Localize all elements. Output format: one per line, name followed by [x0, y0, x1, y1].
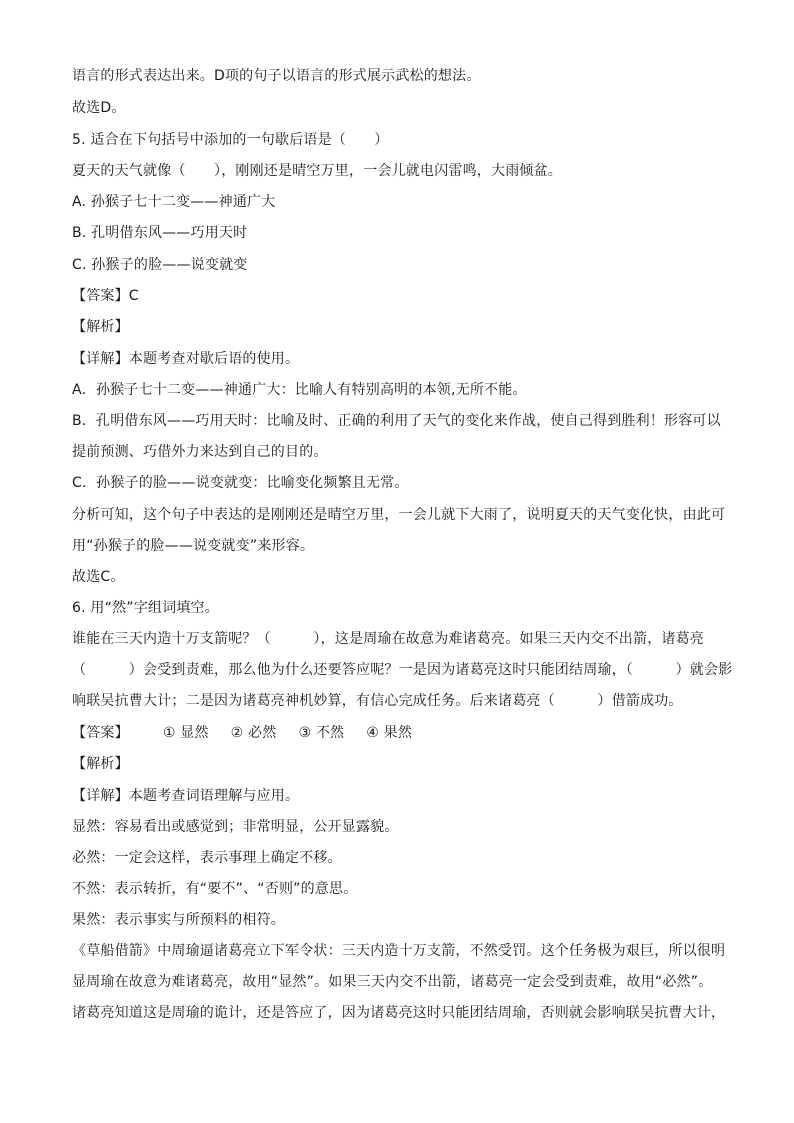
- text-line: 故选D。: [72, 100, 126, 116]
- text-line: A．孙猴子七十二变——神通广大：比喻人有特别高明的本领,无所不能。: [72, 382, 527, 398]
- text-line: 提前预测、巧借外力来达到自己的目的。: [72, 444, 328, 460]
- text-line: B．孔明借东风——巧用天时：比喻及时、正确的利用了天气的变化来作战，使自己得到胜利！形容可以: [72, 413, 721, 429]
- text-line: 语言的形式表达出来。D项的句子以语言的形式展示武松的想法。: [72, 68, 481, 84]
- answer-option: ① 显然: [162, 725, 209, 741]
- analysis-label: 【解析】: [72, 319, 129, 335]
- detail-label: 【详解】本题考查词语理解与应用。: [72, 788, 300, 804]
- text-line: 用“孙猴子的脸——说变就变”来形容。: [72, 538, 315, 554]
- text-line: 果然：表示事实与所预料的相符。: [72, 912, 285, 928]
- text-line: C．孙猴子的脸——说变就变：比喻变化频繁且无常。: [72, 475, 409, 491]
- text-line: 显然：容易看出或感觉到；非常明显，公开显露貌。: [72, 819, 399, 835]
- text-line: 必然：一定会这样，表示事理上确定不移。: [72, 850, 342, 866]
- option-a: A. 孙猴子七十二变——神通广大: [72, 194, 276, 210]
- question-6-title: 6. 用“然”字组词填空。: [72, 600, 219, 616]
- text-line: 故选C。: [72, 569, 125, 585]
- answer-option: ④ 果然: [366, 725, 413, 741]
- text-line: 分析可知，这个句子中表达的是刚刚还是晴空万里，一会儿就下大雨了，说明夏天的天气变化快，由此可: [72, 507, 726, 523]
- option-b: B. 孔明借东风——巧用天时: [72, 225, 248, 241]
- text-line: 响联吴抗曹大计；二是因为诸葛亮神机妙算，有信心完成任务。后来诸葛亮（ ）借箭成功。: [72, 693, 683, 709]
- answer-6-row: [72, 723, 732, 743]
- text-line: 谁能在三天内造十万支箭呢？（ ），这是周瑜在故意为难诸葛亮。如果三天内交不出箭，诸葛亮: [72, 631, 704, 647]
- analysis-label: 【解析】: [72, 756, 129, 772]
- question-5-title: 5. 适合在下句括号中添加的一句歇后语是（ ）: [72, 132, 389, 148]
- text-line: 诸葛亮知道这是周瑜的诡计，还是答应了，因为诸葛亮这时只能团结周瑜，否则就会影响联吴抗曹大计，: [72, 1005, 726, 1021]
- detail-label: 【详解】本题考查对歇后语的使用。: [72, 351, 300, 367]
- answer-option: ② 必然: [230, 725, 277, 741]
- answer-label: 【答案】: [72, 725, 129, 741]
- text-line: 显周瑜在故意为难诸葛亮，故用“显然”。如果三天内交不出箭，诸葛亮一定会受到责难，故用“必然”。: [72, 974, 713, 990]
- option-c: C. 孙猴子的脸——说变就变: [72, 257, 248, 273]
- answer-option: ③ 不然: [298, 725, 345, 741]
- text-line: 不然：表示转折，有“要不”、“否则”的意思。: [72, 881, 358, 897]
- answer-label: 【答案】C: [72, 288, 139, 304]
- text-line: 夏天的天气就像（ ），刚刚还是晴空万里，一会儿就电闪雷鸣，大雨倾盆。: [72, 163, 562, 179]
- text-line: （ ）会受到责难，那么他为什么还要答应呢？一是因为诸葛亮这时只能团结周瑜，（ ）就会影: [72, 662, 733, 678]
- text-line: 《草船借箭》中周瑜逼诸葛亮立下军令状：三天内造十万支箭，不然受罚。这个任务极为艰巨，所以很明: [72, 943, 726, 959]
